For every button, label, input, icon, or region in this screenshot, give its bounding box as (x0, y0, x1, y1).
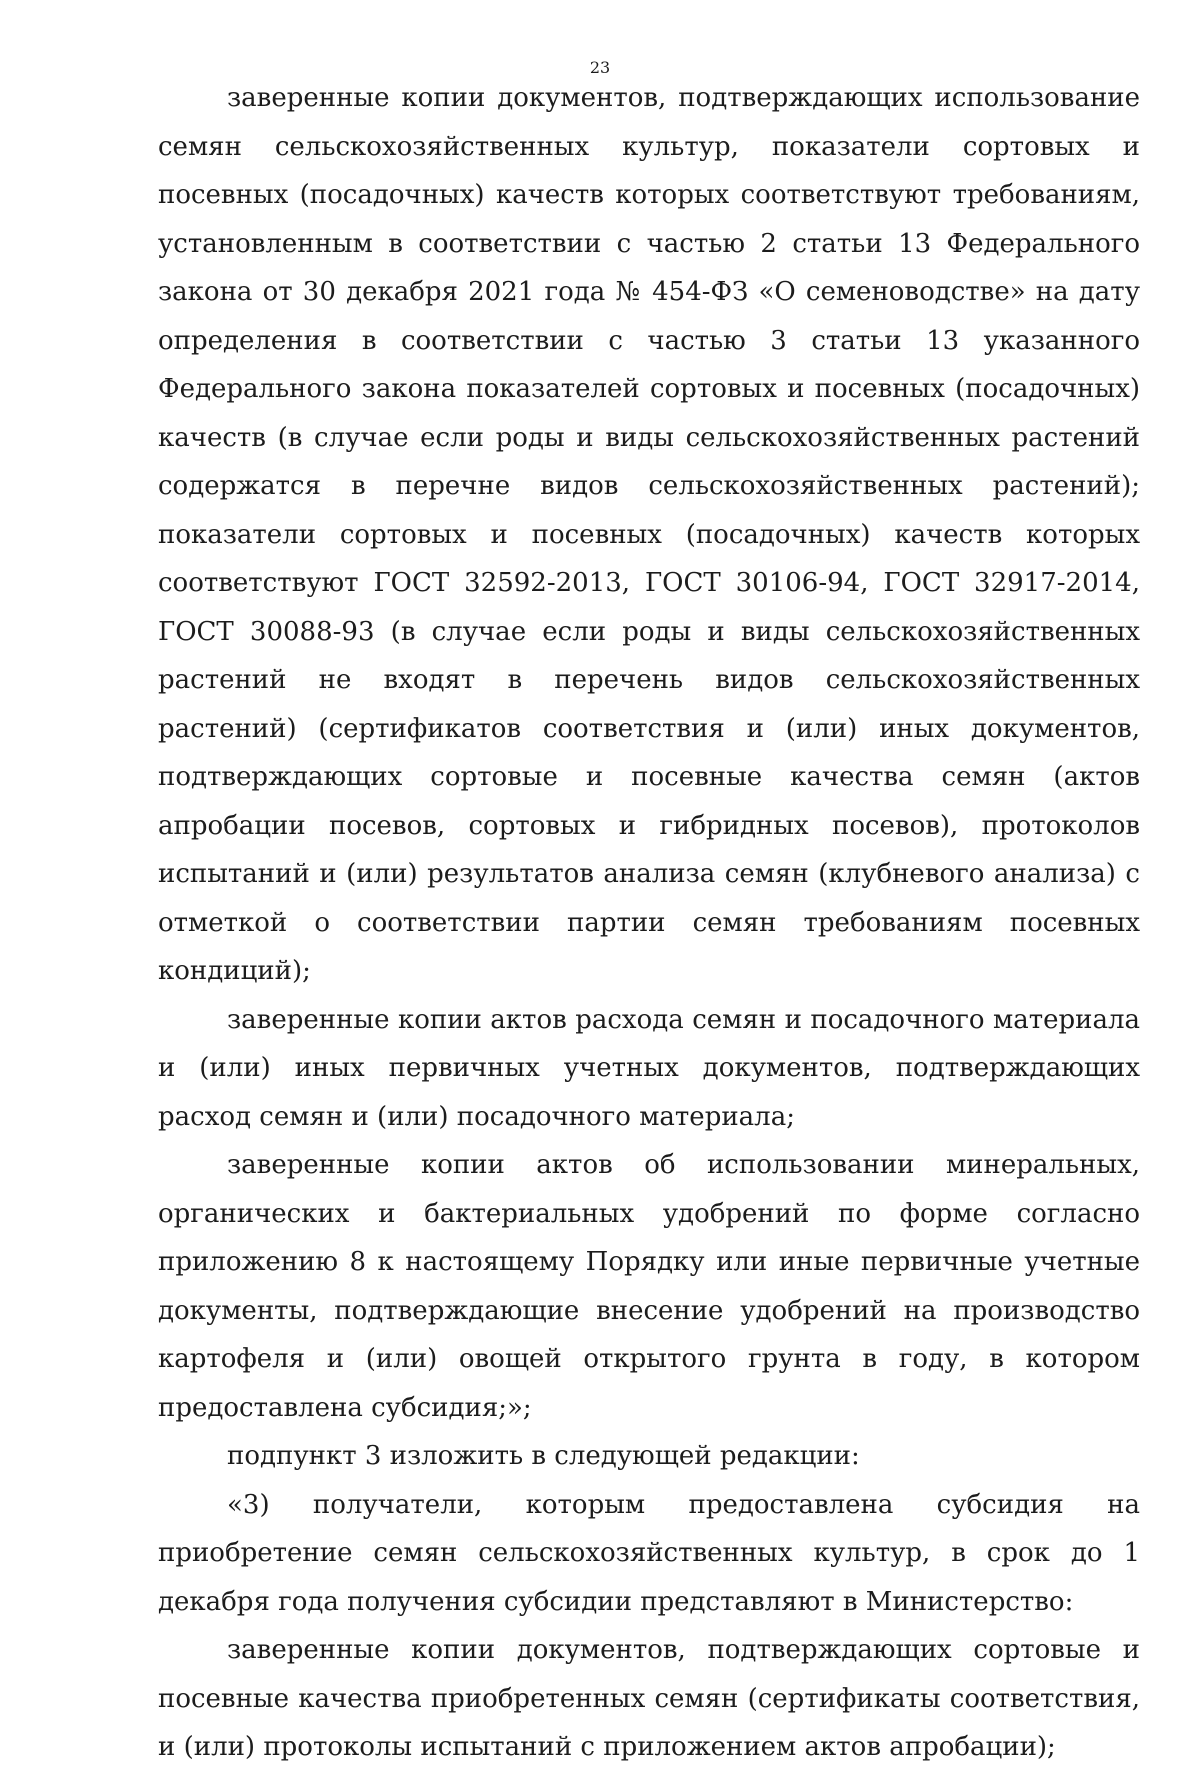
paragraph-fertilizer-acts: заверенные копии актов об использовании минеральных, органических и бактериальных удобрений по форме согласно приложению 8 к настоящему Порядку или иные первичные учетные документы, подтверждающие внесение удобрений на производство картофеля и (или) овощей открытого грунта в году, в котором предоставлена субсидия;»; (158, 1150, 1140, 1423)
paragraph-seed-documents: заверенные копии документов, подтверждающих использование семян сельскохозяйственных культур, показатели сортовых и посевных (посадочных) качеств которых соответствуют требованиям, установленным в соответствии с частью 2 статьи 13 Федерального закона от 30 декабря 2021 года № 454-ФЗ «О семеноводстве» на дату определения в соответствии с частью 3 статьи 13 указанного Федерального закона показателей сортовых и посевных (посадочных) качеств (в случае если роды и виды сельскохозяйственных растений содержатся в перечне видов сельскохозяйственных растений); показатели сортовых и посевных (посадочных) качеств которых соответствуют ГОСТ 32592-2013, ГОСТ 30106-94, ГОСТ 32917-2014, ГОСТ 30088-93 (в случае если роды и виды сельскохозяйственных растений не входят в перечень видов сельскохозяйственных растений) (сертификатов соответствия и (или) иных документов, подтверждающих сортовые и посевные качества семян (актов апробации посевов, сортовых и гибридных посевов), протоколов испытаний и (или) результатов анализа семян (клубневого анализа) с отметкой о соответствии партии семян требованиям посевных кондиций); (158, 83, 1140, 986)
paragraph-seed-consumption-acts: заверенные копии актов расхода семян и посадочного материала и (или) иных первичных учетных документов, подтверждающих расход семян и (или) посадочного материала; (158, 1004, 1140, 1132)
paragraph-subpoint-3: «3) получатели, которым предоставлена субсидия на приобретение семян сельскохозяйственных культур, в срок до 1 декабря года получения субсидии представляют в Министерство: (158, 1489, 1140, 1617)
paragraph-subpoint-3-intro: подпункт 3 изложить в следующей редакции: (227, 1441, 860, 1471)
document-body (158, 74, 1140, 1772)
page-number: 23 (589, 58, 611, 77)
paragraph-purchased-seed-documents: заверенные копии документов, подтверждающих сортовые и посевные качества приобретенных семян (сертификаты соответствия, и (или) протоколы испытаний с приложением актов апробации); (158, 1635, 1140, 1762)
